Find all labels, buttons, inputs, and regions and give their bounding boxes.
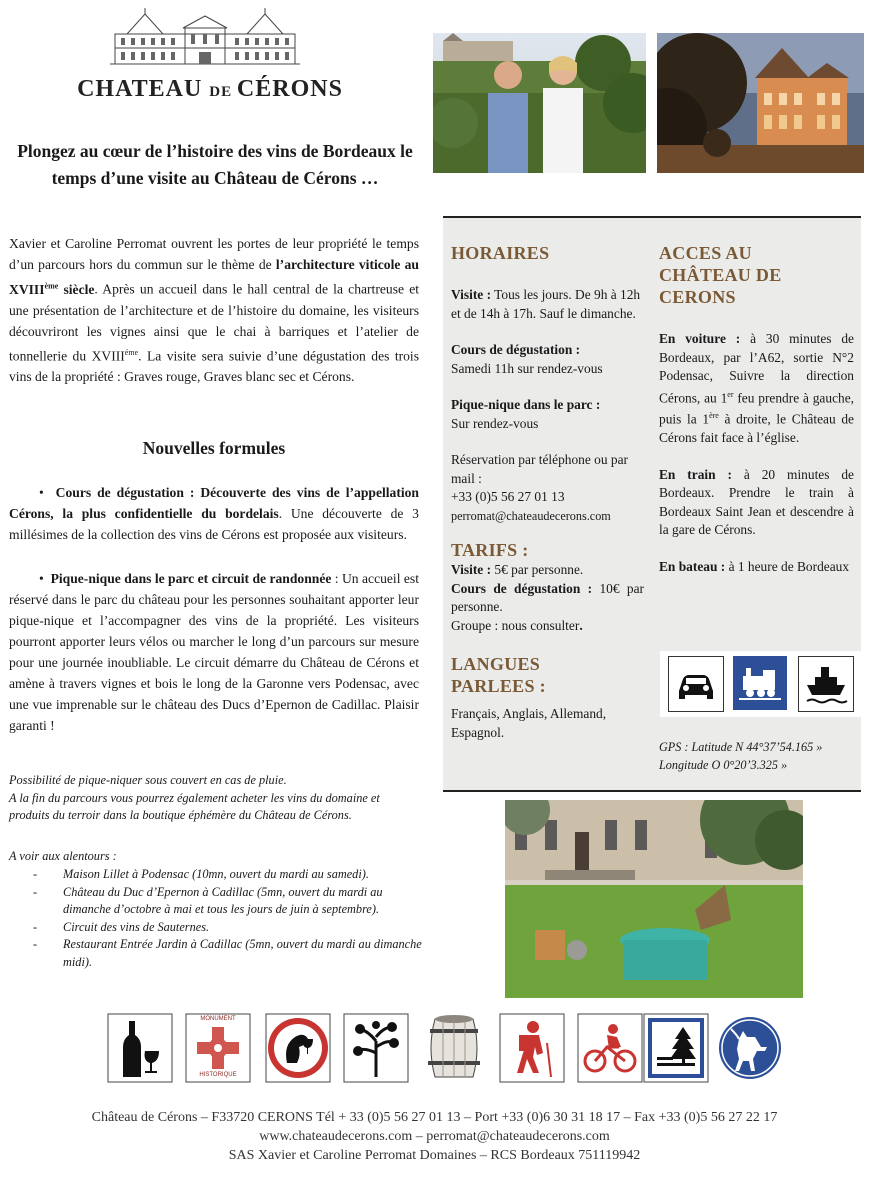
list-item bbox=[9, 919, 424, 937]
around-title: A voir aux alentours : bbox=[9, 849, 117, 863]
gps-line-2: Longitude O 0°20’3.325 » bbox=[659, 758, 788, 772]
boat-icon bbox=[798, 656, 854, 712]
formule-tasting-bold: Cours de dégustation : Découverte des vins de l’appellation Cérons, la plus confidentielle du bordelais bbox=[9, 485, 419, 521]
tarifs-visite bbox=[451, 561, 644, 580]
acces-bateau-label: En bateau : bbox=[659, 558, 726, 574]
intro-bold-1-text: l’architecture viticole au XVIII bbox=[9, 257, 419, 297]
hiker-icon bbox=[499, 1013, 565, 1083]
acces-bateau-text: à 1 heure de Bordeaux bbox=[725, 558, 850, 574]
monument-label-top: MONUMENT bbox=[200, 1016, 236, 1022]
car-icon bbox=[668, 656, 724, 712]
dogs-allowed-icon bbox=[717, 1013, 783, 1083]
horaires-cours-label: Cours de dégustation : bbox=[451, 342, 581, 357]
bullet-icon: • bbox=[39, 485, 56, 500]
acces-voiture-text-1: à 30 minutes de Bordeaux, par l’A62, sortie N°2 Podensac, Suivre la direction Cérons, au 1 bbox=[659, 331, 855, 405]
shop-note: A la fin du parcours vous pourrez également acheter les vins du domaine et produits du terroir dans la boutique éphémère du Château de Cérons. bbox=[9, 790, 380, 822]
list-item bbox=[9, 936, 424, 971]
acces-voiture-sup-1: er bbox=[727, 389, 734, 399]
chateau-sunset-photo bbox=[657, 33, 864, 173]
transport-icons bbox=[660, 651, 861, 717]
info-right-column bbox=[659, 242, 854, 576]
acces-train-label: En train : bbox=[659, 466, 732, 482]
tarifs-visite-text: 5€ par personne. bbox=[491, 562, 584, 577]
horaires-title: HORAIRES bbox=[451, 243, 550, 263]
footer-company: SAS Xavier et Caroline Perromat Domaines – RCS Bordeaux 751119942 bbox=[228, 1148, 641, 1163]
horaires-visite-text: Tous les jours. De 9h à 12h et de 14h à 17h. Sauf le dimanche. bbox=[451, 287, 641, 321]
acces-train bbox=[659, 466, 854, 540]
horaires-resa bbox=[451, 451, 644, 525]
acces-voiture bbox=[659, 330, 854, 448]
activity-icons-row bbox=[107, 1013, 787, 1087]
mountain-bike-icon bbox=[577, 1013, 643, 1083]
intro-text-2: . Après un accueil dans le hall central de la chartreuse et une présentation de l’architecture et de l’histoire du domaine, les visiteurs découvriront les vignes ainsi que le chai à barriques et l’atelier de tonnellerie du XVIII bbox=[9, 281, 420, 364]
acces-voiture-sup-2: ère bbox=[709, 411, 719, 421]
footer bbox=[0, 1108, 869, 1165]
langues-text: Français, Anglais, Allemand, Espagnol. bbox=[451, 706, 607, 740]
footer-web: www.chateaudecerons.com – perromat@chateaudecerons.com bbox=[259, 1129, 610, 1144]
intro-paragraph bbox=[9, 233, 419, 387]
around-list bbox=[9, 866, 424, 971]
intro-bold-1-sup: ème bbox=[44, 281, 59, 290]
formule-tasting bbox=[9, 482, 419, 545]
notes-block bbox=[9, 772, 419, 825]
horaires-phone: +33 (0)5 56 27 01 13 bbox=[451, 489, 565, 504]
around-item-3: - Circuit des vins de Sauternes. bbox=[63, 919, 210, 934]
tarifs-groupe-dot: . bbox=[579, 617, 583, 633]
tarifs-groupe-text: Groupe : nous consulter bbox=[451, 617, 580, 633]
horaires-email: perromat@chateaudecerons.com bbox=[451, 508, 611, 523]
tarifs-cours bbox=[451, 580, 644, 617]
gps-coordinates bbox=[659, 738, 859, 774]
formules-title: Nouvelles formules bbox=[142, 438, 286, 458]
horaires-pique-label: Pique-nique dans le parc : bbox=[451, 397, 601, 412]
logo-title bbox=[40, 76, 380, 103]
intro-bold-1-end: siècle bbox=[58, 281, 95, 297]
rain-note: Possibilité de pique-niquer sous couvert en cas de pluie. bbox=[9, 773, 287, 787]
intro-text-2-sup: éme bbox=[124, 347, 139, 357]
info-box bbox=[443, 216, 861, 792]
horaires-visite bbox=[451, 286, 644, 323]
forest-campsite-icon bbox=[643, 1013, 709, 1083]
bullet-icon: • bbox=[39, 571, 51, 586]
chateau-logo bbox=[40, 6, 380, 111]
tarifs-groupe bbox=[451, 617, 644, 636]
formule-picnic-bold: Pique-nique dans le parc et circuit de randonnée bbox=[50, 571, 332, 586]
list-item bbox=[9, 884, 424, 919]
formule-picnic-text: : Un accueil est réservé dans le parc du château pour les personnes souhaitant apporter leur pique-nique et l’accompagner des vins de la propriété. Les visiteurs pourront apporter leurs vélos ou marcher le long d’un parcours sur mesure pour une journée inoubliable. Le circuit démarre du Château de Cérons et amène à travers vignes et bois le long de la Garonne vers Podensac, avec une vue imprenable sur le château des Ducs d’Epernon de Cadillac. Plaisir garanti ! bbox=[9, 571, 419, 733]
intro-text-3: . La visite sera suivie d’une dégustation des trois vins de la propriété : Graves rouge, Graves blanc sec et Cérons. bbox=[9, 348, 420, 385]
acces-bateau bbox=[659, 558, 854, 577]
intro-text-1: Xavier et Caroline Perromat ouvrent les portes de leur propriété le temps d’un parcours hors du commun sur le thème de bbox=[9, 236, 419, 272]
tarifs-visite-label: Visite : bbox=[451, 562, 492, 577]
footer-contact: Château de Cérons – F33720 CERONS Tél + 33 (0)5 56 27 01 13 – Port +33 (0)6 30 31 18 17 – Fax +33 (0)5 56 27 22 17 bbox=[91, 1110, 778, 1125]
monument-label-bottom: HISTORIQUE bbox=[199, 1072, 237, 1078]
wine-barrel-icon bbox=[421, 1013, 487, 1083]
horaires-cours bbox=[451, 341, 644, 378]
gps-line-1: GPS : Latitude N 44°37’54.165 » bbox=[659, 740, 823, 754]
logo-name-main: CHATEAU bbox=[77, 76, 210, 102]
horaires-visite-label: Visite : bbox=[451, 287, 492, 302]
horaires-pique bbox=[451, 396, 644, 433]
acces-voiture-text-3: à droite, le Château de Cérons fait face à l’église. bbox=[659, 411, 854, 446]
tarifs-cours-label: Cours de dégustation : bbox=[451, 580, 593, 596]
around-item-1: - Maison Lillet à Podensac (10mn, ouvert du mardi au samedi). bbox=[63, 867, 369, 881]
wine-tasting-icon bbox=[265, 1013, 331, 1083]
owners-vineyard-photo bbox=[433, 33, 646, 173]
tarifs-cours-text: 10€ par personne. bbox=[451, 580, 644, 614]
horaires-pique-text: Sur rendez-vous bbox=[451, 415, 539, 431]
list-item bbox=[9, 866, 424, 884]
train-icon bbox=[733, 656, 787, 710]
acces-train-text: à 20 minutes de Bordeaux. Prendre le train à Bordeaux Saint Jean et descendre à la gare de Cérons. bbox=[659, 466, 854, 538]
horaires-resa-text: Réservation par téléphone ou par mail : bbox=[451, 452, 628, 486]
wine-bottle-glass-icon bbox=[107, 1013, 173, 1083]
acces-voiture-label: En voiture : bbox=[659, 331, 741, 346]
formule-tasting-text: . Une découverte de 3 millésimes de la collection des vins de Cérons est proposée aux visiteurs. bbox=[9, 506, 419, 542]
vine-plant-icon bbox=[343, 1013, 409, 1083]
historic-monument-icon bbox=[185, 1013, 251, 1083]
horaires-cours-text: Samedi 11h sur rendez-vous bbox=[451, 360, 603, 376]
around-item-2: - Château du Duc d’Epernon à Cadillac (5mn, ouvert du mardi au dimanche d’octobre à mai et tous les jours de juin à septembre). bbox=[63, 884, 383, 916]
formule-picnic bbox=[9, 568, 419, 736]
chateau-drawing-icon bbox=[105, 6, 305, 68]
garden-picnic-photo bbox=[505, 800, 803, 998]
around-item-4: - Restaurant Entrée Jardin à Cadillac (5mn, ouvert du mardi au dimanche midi). bbox=[63, 937, 422, 969]
logo-name-end: CÉRONS bbox=[236, 76, 343, 102]
acces-title: ACCES AU CHÂTEAU DE CERONS bbox=[659, 243, 782, 307]
logo-name-de: DE bbox=[209, 84, 237, 100]
headline: Plongez au cœur de l’histoire des vins de Bordeaux le temps d’une visite au Château de Cérons … bbox=[17, 141, 413, 188]
acces-voiture-text-2: feu prendre à gauche, puis la 1 bbox=[659, 389, 854, 427]
tarifs-title: TARIFS : bbox=[451, 540, 529, 560]
info-left-column bbox=[451, 242, 644, 742]
langues-title: LANGUES PARLEES : bbox=[451, 654, 546, 696]
